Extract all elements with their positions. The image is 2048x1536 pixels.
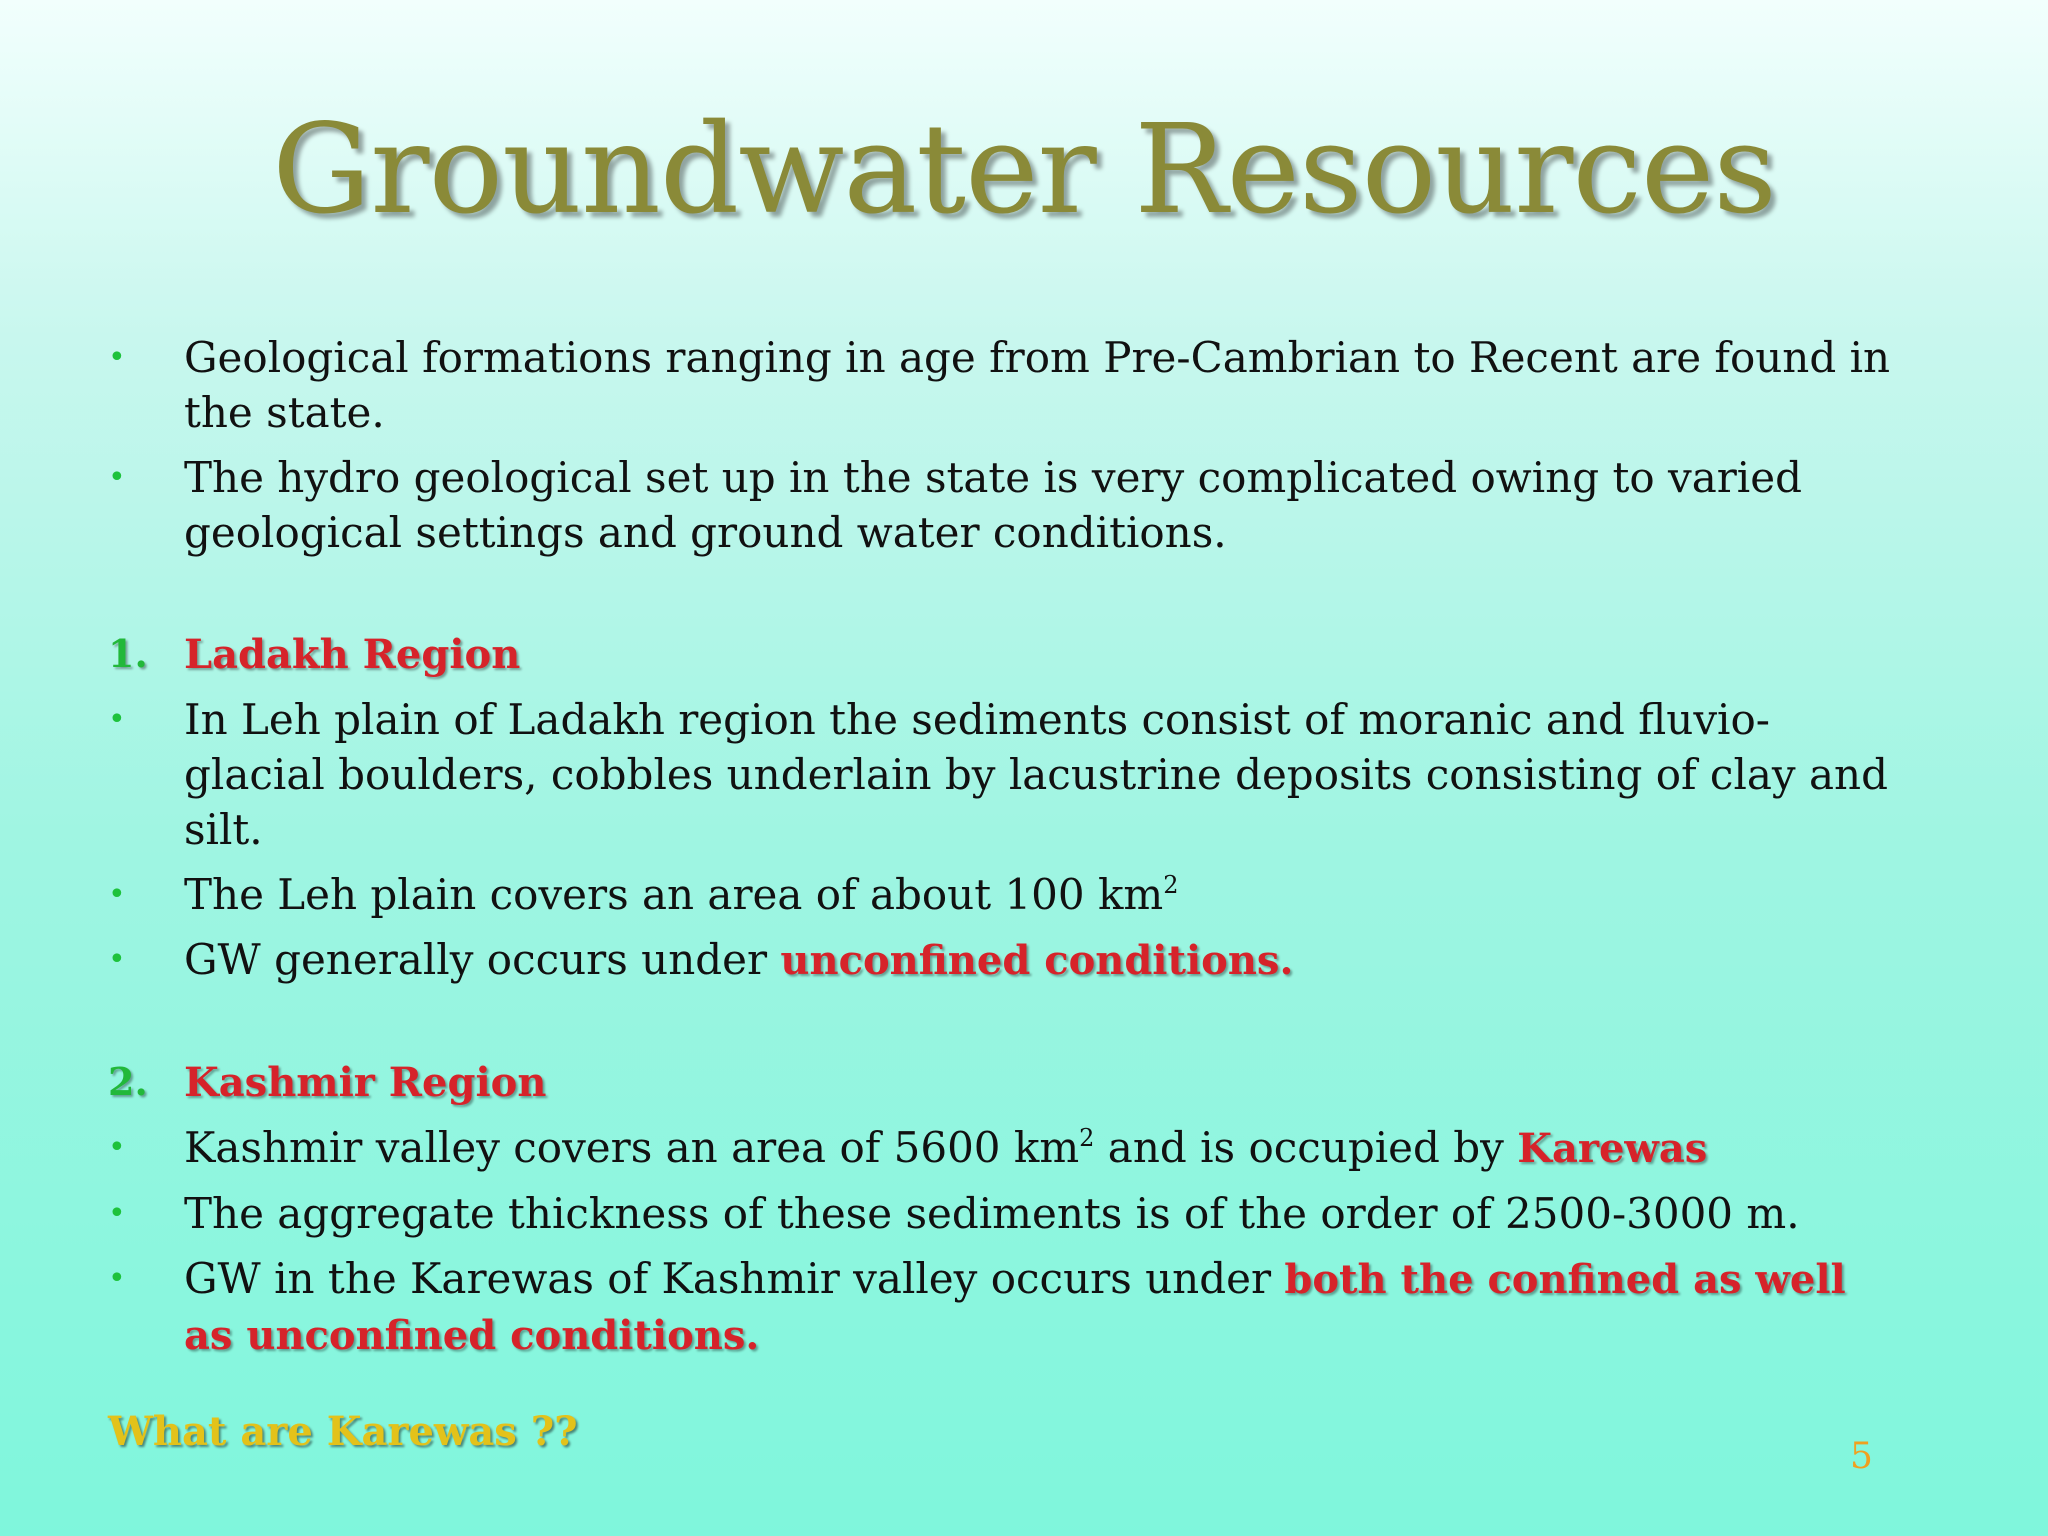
bullet-text: GW in the Karewas of Kashmir valley occurs under — [184, 1254, 1285, 1303]
bullet-text: Kashmir valley covers an area of 5600 km — [184, 1123, 1080, 1172]
bullet-text: Geological formations ranging in age from Pre-Cambrian to Recent are found in the state. — [184, 333, 1891, 437]
kashmir-heading — [108, 1054, 1908, 1110]
bullet-icon: • — [108, 702, 126, 737]
intro-bullet-1 — [108, 330, 1908, 440]
section-heading: Ladakh Region — [184, 631, 521, 678]
spacer — [108, 998, 1908, 1054]
ladakh-bullet-3 — [108, 932, 1908, 988]
bullet-text: The Leh plain covers an area of about 100 km — [184, 870, 1164, 919]
ladakh-bullet-1 — [108, 692, 1908, 857]
slide-body — [108, 330, 1908, 1373]
highlight-text: both the confined as well as unconfined conditions. — [184, 1256, 1846, 1359]
section-heading: Kashmir Region — [184, 1059, 547, 1106]
bullet-text: In Leh plain of Ladakh region the sediments consist of moranic and fluvio-glacial boulders, cobbles underlain by lacustrine deposits consisting of clay and silt. — [184, 695, 1888, 854]
bullet-icon: • — [108, 1130, 126, 1165]
spacer — [108, 570, 1908, 626]
bullet-text: The aggregate thickness of these sediments is of the order of 2500-3000 m. — [184, 1189, 1800, 1238]
kashmir-bullet-2 — [108, 1186, 1908, 1241]
ladakh-heading — [108, 626, 1908, 682]
question-text: What are Karewas ?? — [108, 1408, 578, 1455]
bullet-icon: • — [108, 340, 126, 375]
intro-bullet-2 — [108, 450, 1908, 560]
superscript: 2 — [1079, 1124, 1095, 1152]
bullet-text: GW generally occurs under — [184, 935, 781, 984]
bullet-icon: • — [108, 877, 126, 912]
bullet-text: The hydro geological set up in the state is very complicated owing to varied geological settings and ground water conditions. — [184, 453, 1802, 557]
page-number: 5 — [1850, 1436, 1873, 1477]
bullet-icon: • — [108, 460, 126, 495]
ladakh-bullet-2 — [108, 867, 1908, 922]
section-number: 2. — [108, 1059, 148, 1104]
highlight-text: Karewas — [1517, 1125, 1708, 1172]
bullet-icon: • — [108, 1261, 126, 1296]
bullet-text-continued: and is occupied by — [1094, 1123, 1518, 1172]
highlight-text: unconfined conditions. — [780, 937, 1294, 984]
section-number: 1. — [108, 631, 148, 676]
superscript: 2 — [1163, 871, 1179, 899]
bullet-icon: • — [108, 1196, 126, 1231]
kashmir-bullet-1 — [108, 1120, 1908, 1176]
kashmir-bullet-3 — [108, 1251, 1908, 1363]
slide-title: Groundwater Resources — [272, 98, 1776, 242]
bullet-icon: • — [108, 942, 126, 977]
